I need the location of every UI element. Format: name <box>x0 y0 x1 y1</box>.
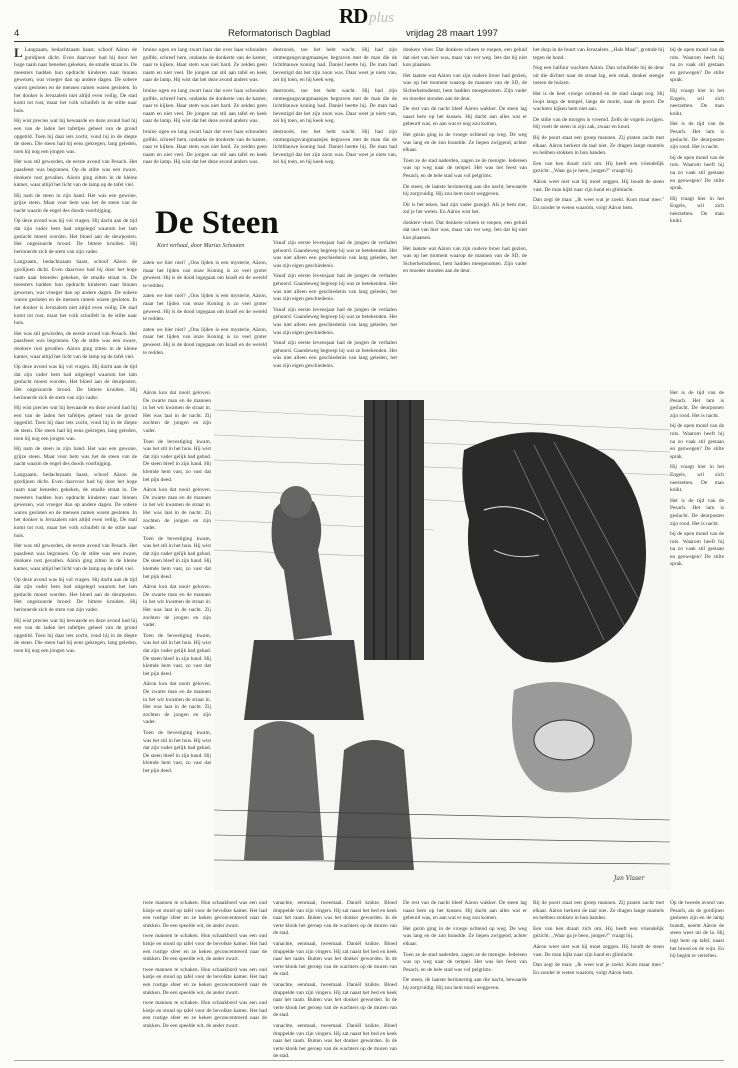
page-header <box>14 28 724 40</box>
column-paragraph: bruine ogen en lang zwart haar dat over haar schouders golfde, schreef hem, ondanks de donkerte van de kamer, naar te kijken. Haar stem was niet hard. Ze zeiden geen naam en niet veel. De jongen zat stil aan tafel en keek naar de lamp. Hij wist dat het deze avond anders was. <box>143 128 267 166</box>
column-paragraph: Het gezin ging in de vroege ochtend op weg. De weg was lang en de zon brandde. Ze liepen zwijgend, achter elkaar. <box>403 131 527 154</box>
column-paragraph: twee mannen te schaken. Hun schaakbord was een oud kistje en stond op tafel voor de bevolkte kamer. Het had een rustige sfeer en ze keken geconcentreerd naar de stukken. De een speelde wit, de ander zwart. <box>143 966 267 996</box>
column-paragraph: Bij de poort staat een groep mannen. Zij praten zacht met elkaar. Aäron herkent de taal niet. Ze dragen lange mantels en hebben stokken in hun handen. <box>533 134 664 157</box>
column-paragraph: Hij vraagt hier in het Engels, wil zich neerzetten. De man knikt. <box>670 464 724 494</box>
header-rule <box>14 41 724 42</box>
article-column-4-top <box>403 47 527 387</box>
column-paragraph: het dorp in de buurt van Jeruzalem. ,,Hals Maal'', gromde hij tegen de hond. <box>533 47 664 61</box>
column-paragraph: Hij vraagt hier in het Engels, wil zich neerzetten. De man knikt. <box>670 195 724 225</box>
column-paragraph: Aäron kon dat nooit geloven. De zwarte man en de mannen in het wit kwamen de straat in. Het was laat in de nacht. Zij zochten de jongen en zijn vader. <box>143 681 211 726</box>
column-paragraph: Aäron kon dat nooit geloven. De zwarte man en de mannen in het wit kwamen de straat in. Het was laat in de nacht. Zij zochten de jongen en zijn vader. <box>143 487 211 532</box>
column-paragraph: Vanaf zijn eerste levensjaar had de jongen de verhalen gehoord. Gaandeweg begreep hij wat ze betekenden. Het was niet alleen een geschiedenis van lang geleden, het was zijn eigen geschiedenis. <box>273 340 397 369</box>
column-paragraph: De rest van de nacht bleef Aäron wakker. De steen lag naast hem op het kussen. Hij dacht aan alles wat er gebeurd was, en aan wat er nog zou komen. <box>403 900 527 922</box>
column-paragraph: vanachte, eenmaal, tweemaal. Daniël knikte. Bloed druppelde van zijn vingers. Hij zat naast het bed en keek naar het raam. Buiten was het donker geworden. In de verte klonk het geroep van de wachters op de muren van de stad. <box>273 900 397 937</box>
column-paragraph: twee mannen te schaken. Hun schaakbord was een oud kistje en stond op tafel voor de bevolkte kamer. Het had een rustige sfeer en ze keken geconcentreerd naar de stukken. De een speelde wit, de ander zwart. <box>143 1000 267 1029</box>
column-paragraph: Op deze avond was hij vol vragen. Hij dacht aan de tijd dat zijn vader hem had uitgelegd waarom het lam geslacht moest worden. Het bloed aan de deurposten. Het ongezuurde brood. De bittere kruiden. Hij herinnerde zich de stem van zijn vader. <box>14 218 137 255</box>
column-paragraph: zaten we hier niet? ,,Ons lijden is een mysterie, Aäron, maar het lijden van onze Koning is zo veel groter geweest. Hij is de dood ingegaan om Israël en de wereld te redden. <box>143 260 267 289</box>
column-paragraph: zaten we hier niet? ,,Ons lijden is een mysterie, Aäron, maar het lijden van onze Koning is zo veel groter geweest. Hij is de dood ingegaan om Israël en de wereld te redden. <box>143 326 267 356</box>
drop-cap: L <box>14 45 23 60</box>
column-paragraph: Hij vraagt hier in het Engels, wil zich neerzetten. De man knikt. <box>670 87 724 117</box>
column-paragraph: Aäron weet niet wat hij moet zeggen. Hij houdt de steen vast. De man kijkt naar zijn hand en glimlacht. <box>533 943 664 958</box>
column-paragraph: bruine ogen en lang zwart haar dat over haar schouders golfde, schreef hem, ondanks de donkerte van de kamer, naar te kijken. Haar stem was niet hard. Ze zeiden geen naam en niet veel. De jongen zat stil aan tafel en keek naar de lamp. Hij wist dat het deze avond anders was. <box>143 47 267 84</box>
column-paragraph: De steen, de laatste herinnering aan die nacht, bewaarde hij zorgvuldig. Hij zou hem nooit weggeven. <box>403 977 527 991</box>
column-paragraph: Hij nam de steen in zijn hand. Het was een gewone, grijze steen. Maar voor hem was het de steen van de nacht waarin de engel des doods voorbijging. <box>14 446 137 468</box>
column-paragraph: bij de open mond van de rots. Waarom heeft hij na zo vaak stil gestaan en gezwegen? De stilte sprak. <box>670 47 724 84</box>
column-paragraph: Het laatste wat Aäron van zijn oudere broer had gezien, was op het moment waarop de mannen van de SD, de Sicherheitsdienst, hem hadden meegenomen. Zijn vader en moeder stonden aan de deur. <box>403 245 527 275</box>
column-paragraph: Aäron kon dat nooit geloven. De zwarte man en de mannen in het wit kwamen de straat in. Het was laat in de nacht. Zij zochten de jongen en zijn vader. <box>143 584 211 629</box>
article-column-1 <box>14 47 137 1055</box>
column-paragraph: Vanaf zijn eerste levensjaar had de jongen de verhalen gehoord. Gaandeweg begreep hij wat ze betekenden. Het was niet alleen een geschiedenis van lang geleden, het was zijn eigen geschiedenis. <box>273 273 397 303</box>
column-paragraph: bruine ogen en lang zwart haar dat over haar schouders golfde, schreef hem, ondanks de donkerte van de kamer, naar te kijken. Haar stem was niet hard. Ze zeiden geen naam en niet veel. De jongen zat stil aan tafel en keek naar de lamp. Hij wist dat het deze avond anders was. <box>143 87 267 125</box>
column-paragraph: De stilte van de morgen is vreemd. Zelfs de vogels zwijgen. Hij voelt de steen in zijn zak, zwaar en koud. <box>533 116 664 131</box>
logo-rd: RD <box>339 4 368 28</box>
article-column-2-bottom <box>143 900 267 1055</box>
paper-name: Reformatorisch Dagblad <box>228 28 331 39</box>
column-paragraph: destroods, toe het hebt wacht. Hij had zijn ommegangsvangmaatsjes begraven met de man die de lichtblauwe koning had. Daniel heette hij. De man had bevestigd dat het zijn zoon was. Daar weet je niets van, zei hij toen, en hij keek weg. <box>273 47 397 84</box>
column-paragraph: Langzaam, bedachtzaam haast, schoof Aäron de gordijnen dicht. Even daarvoor had hij door het hoge raam naar beneden gekeken, de smalle straat in. De meesters hadden hun opdracht kinderen naar binnen gewezen, wat vroeger dan op andere dagen. De sobere waren gesloten en de mensen ramen waren gesloten. In het donker is Jeruzalem niet altijd even veilig. De stad komt tot rust, maar het volk schuifelt in de stilte naar huis. <box>14 259 137 327</box>
column-paragraph: vanachte, eenmaal, tweemaal. Daniël knikte. Bloed druppelde van zijn vingers. Hij zat naast het bed en keek naar het raam. Buiten was het donker geworden. In de verte klonk het geroep van de wachters op de muren van de stad. <box>273 1022 397 1060</box>
page-bottom-rule <box>14 1060 724 1061</box>
column-paragraph: bij de open mond van de rots. Waarom heeft hij na zo vaak stil gestaan en gezwegen? De stilte sprak. <box>670 423 724 460</box>
column-paragraph: bij de open mond van de rots. Waarom heeft hij na zo vaak stil gestaan en gezwegen? De stilte sprak. <box>670 154 724 192</box>
article-byline: Kort verhaal, door Marius Schouten <box>157 243 245 249</box>
column-paragraph: twee mannen te schaken. Hun schaakbord was een oud kistje en stond op tafel voor de bevolkte kamer. Het had een rustige sfeer en ze keken geconcentreerd naar de stukken. De een speelde wit, de ander zwart. <box>143 933 267 963</box>
article-column-6-top <box>670 47 724 387</box>
column-paragraph: Nog een halfuur wachten Aäron. Dan schuifelde hij de deur uit die dichter naar de straat lag, een smal, donker steegje tussen de huizen. <box>533 65 664 87</box>
issue-date: vrijdag 28 maart 1997 <box>406 28 498 39</box>
article-illustration <box>214 390 670 890</box>
column-paragraph: Langzaam, bedachtzaam haast, schoof Aäron de gordijnen dicht. Even daarvoor had hij door het hoge raam naar beneden gekeken, de smalle straat in. De meesters hadden hun opdracht kinderen naar binnen gewezen, wat vroeger dan op andere dagen. De sobere waren gesloten en de mensen ramen waren gesloten. In het donker is Jeruzalem niet altijd even veilig. De stad komt tot rust, maar het volk schuifelt in de stilte naar huis. <box>14 471 137 539</box>
column-paragraph: Dan zegt de man: ,,Ik weet wat je zoekt. Kom maar mee.'' En zonder te weten waarom, volgt Aäron hem. <box>533 197 664 211</box>
column-paragraph: Op de tweede avond van Pesach, als de gordijnen gesloten zijn en de lamp brandt, neemt Aäron de steen weer uit de la. Hij legt hem op tafel, naast het brood en de wijn. En hij begint te vertellen. <box>670 900 724 960</box>
column-paragraph: twee mannen te schaken. Hun schaakbord was een oud kistje en stond op tafel voor de bevolkte kamer. Het had een rustige sfeer en ze keken geconcentreerd naar de stukken. De een speelde wit, de ander zwart. <box>143 900 267 929</box>
column-paragraph: Het was stil geworden, de eerste avond van Pesach. Het paasfeest was begonnen. Op de stilte was een zware, donkere rust gevallen. Aäron ging zitten in de kleine kamer, waar altijd het licht van de lamp op de tafel viel. <box>14 159 137 189</box>
column-paragraph: Vanaf zijn eerste levensjaar had de jongen de verhalen gehoord. Gaandeweg begreep hij wat ze betekenden. Het was niet alleen een geschiedenis van lang geleden, het was zijn eigen geschiedenis. <box>273 240 397 269</box>
column-paragraph: Op deze avond was hij vol vragen. Hij dacht aan de tijd dat zijn vader hem had uitgelegd waarom het lam geslacht moest worden. Het bloed aan de deurposten. Het ongezuurde brood. De bittere kruiden. Hij herinnerde zich de stem van zijn vader. <box>14 576 137 613</box>
column-paragraph: L Langzaam, bedachtzaam haast, schoof Aäron de gordijnen dicht. Even daarvoor had hij door het hoge raam naar beneden gekeken, de smalle straat in. De meesters hadden hun opdracht kinderen naar binnen gewezen, wat vroeger dan op andere dagen. De sobere waren gesloten en de mensen ramen waren gesloten. In het donker is Jeruzalem niet altijd even veilig. De stad komt tot rust, maar het volk schuifelt in de stilte naar huis. <box>14 45 137 114</box>
column-paragraph: Een van hen draait zich om. Hij heeft een vriendelijk gezicht. ,,Waar ga je heen, jongen?'' vraagt hij. <box>533 160 664 175</box>
column-paragraph: Het is de tijd van de Pesach. Het lam is geslacht. De deurposten zijn rood. Het is nacht. <box>670 390 724 419</box>
article-column-4-bottom <box>403 900 527 1055</box>
column-paragraph: Toen ze de stad naderden, zagen ze de menigte. Iedereen was op weg naar de tempel. Het was het feest van Pesach, en de hele stad was vol pelgrims. <box>403 157 527 179</box>
column-paragraph: Bij de poort staat een groep mannen. Zij praten zacht met elkaar. Aäron herkent de taal niet. Ze dragen lange mantels en hebben stokken in hun handen. <box>533 900 664 922</box>
column-paragraph: Het is de tijd van de Pesach. Het lam is geslacht. De deurposten zijn rood. Het is nacht. <box>670 497 724 527</box>
article-column-2-narrow <box>143 390 211 890</box>
page-number: 4 <box>14 28 20 39</box>
column-paragraph: Op deze avond was hij vol vragen. Hij dacht aan de tijd dat zijn vader hem had uitgelegd waarom het lam geslacht moest worden. Het bloed aan de deurposten. Het ongezuurde brood. De bittere kruiden. Hij herinnerde zich de stem van zijn vader. <box>14 364 137 401</box>
column-paragraph: bij de open mond van de rots. Waarom heeft hij na zo vaak stil gestaan en gezwegen? De stilte sprak. <box>670 531 724 568</box>
column-paragraph: Het is de tijd van de Pesach. Het lam is geslacht. De deurposten zijn rood. Het is nacht. <box>670 121 724 151</box>
article-column-2-top <box>143 47 267 197</box>
column-paragraph: Het is de heel vroege ochtend en de stad slaapt nog. Hij loopt langs de tempel, langs de markt, naar de poort. De wachters kijken hem niet aan. <box>533 90 664 113</box>
column-paragraph: Het was stil geworden, de eerste avond van Pesach. Het paasfeest was begonnen. Op de stilte was een zware, donkere rust gevallen. Aäron ging zitten in de kleine kamer, waar altijd het licht van de lamp op de tafel viel. <box>14 330 137 360</box>
column-paragraph: Toen ze de stad naderden, zagen ze de menigte. Iedereen was op weg naar de tempel. Het was het feest van Pesach, en de hele stad was vol pelgrims. <box>403 951 527 973</box>
column-paragraph: Aäron weet niet wat hij moet zeggen. Hij houdt de steen vast. De man kijkt naar zijn hand en glimlacht. <box>533 178 664 193</box>
column-paragraph: Een van hen draait zich om. Hij heeft een vriendelijk gezicht. ,,Waar ga je heen, jongen?'' vraagt hij. <box>533 925 664 940</box>
column-paragraph: zaten we hier niet? ,,Ons lijden is een mysterie, Aäron, maar het lijden van onze Koning is zo veel groter geweest. Hij is de dood ingegaan om Israël en de wereld te redden. <box>143 293 267 323</box>
column-paragraph: Toen de bevestiging kwam, was het stil in het huis. Hij wist dat zijn vader gelijk had gehad. De steen bleef in zijn hand. Hij klemde hem vast, zo vast dat het pijn deed. <box>143 438 211 483</box>
column-paragraph: Hij nam de steen in zijn hand. Het was een gewone, grijze steen. Maar voor hem was het de steen van de nacht waarin de engel des doods voorbijging. <box>14 192 137 214</box>
rd-plus-logo <box>339 4 403 28</box>
logo-plus: plus <box>369 10 395 26</box>
column-paragraph: destroods, toe het hebt wacht. Hij had zijn ommegangsvangmaatsjes begraven met de man die de lichtblauwe koning had. Daniel heette hij. De man had bevestigd dat het zijn zoon was. Daar weet je niets van, zei hij toen, en hij keek weg. <box>273 128 397 166</box>
illustration-signature: Jan Visser <box>614 875 645 882</box>
column-paragraph: Hij wist precies wat hij bewaarde en deze avond had hij een van de laden het tafeltjes geheel van de grond opgetild. Toen hij daar iets zocht, vond hij in de diepte de steen. Die steen had hij eens gekregen, lang geleden, toen hij nog een jongen was. <box>14 118 137 155</box>
column-paragraph: Toen de bevestiging kwam, was het stil in het huis. Hij wist dat zijn vader gelijk had gehad. De steen bleef in zijn hand. Hij klemde hem vast, zo vast dat het pijn deed. <box>143 729 211 774</box>
column-paragraph: Toen de bevestiging kwam, was het stil in het huis. Hij wist dat zijn vader gelijk had gehad. De steen bleef in zijn hand. Hij klemde hem vast, zo vast dat het pijn deed. <box>143 632 211 677</box>
pen-drawing-illustration <box>214 390 670 890</box>
article-column-5-bottom <box>533 900 664 1055</box>
column-paragraph: Het laatste wat Aäron van zijn oudere broer had gezien, was op het moment waarop de mannen van de SD, de Sicherheitsdienst, hem hadden meegenomen. Zijn vader en moeder stonden aan de deur. <box>403 72 527 102</box>
column-paragraph: Aäron kon dat nooit geloven. De zwarte man en de mannen in het wit kwamen de straat in. Het was laat in de nacht. Zij zochten de jongen en zijn vader. <box>143 390 211 434</box>
column-paragraph: vanachte, eenmaal, tweemaal. Daniël knikte. Bloed druppelde van zijn vingers. Hij zat naast het bed en keek naar het raam. Buiten was het donker geworden. In de verte klonk het geroep van de wachters op de muren van de stad. <box>273 940 397 978</box>
column-paragraph: Het was stil geworden, de eerste avond van Pesach. Het paasfeest was begonnen. Op de stilte was een zware, donkere rust gevallen. Aäron ging zitten in de kleine kamer, waar altijd het licht van de lamp op de tafel viel. <box>14 543 137 572</box>
column-paragraph: Dan zegt de man: ,,Ik weet wat je zoekt. Kom maar mee.'' En zonder te weten waarom, volgt Aäron hem. <box>533 962 664 976</box>
column-paragraph: vanachte, eenmaal, tweemaal. Daniël knikte. Bloed druppelde van zijn vingers. Hij zat naast het bed en keek naar het raam. Buiten was het donker geworden. In de verte klonk het geroep van de wachters op de muren van de stad. <box>273 981 397 1019</box>
article-column-3-bottom <box>273 900 397 1060</box>
column-paragraph: De rest van de nacht bleef Aäron wakker. De steen lag naast hem op het kussen. Hij dacht aan alles wat er gebeurd was, en aan wat er nog zou komen. <box>403 106 527 128</box>
column-paragraph: destroods, toe het hebt wacht. Hij had zijn ommegangsvangmaatsjes begraven met de man die de lichtblauwe koning had. Daniel heette hij. De man had bevestigd dat het zijn zoon was. Daar weet je niets van, zei hij toen, en hij keek weg. <box>273 87 397 125</box>
column-paragraph: Hij wist precies wat hij bewaarde en deze avond had hij een van de laden het tafeltjes geheel van de grond opgetild. Toen hij daar iets zocht, vond hij in de diepte de steen. Die steen had hij eens gekregen, lang geleden, toen hij nog een jongen was. <box>14 617 137 654</box>
article-column-2-middle <box>143 260 267 382</box>
column-paragraph: Vanaf zijn eerste levensjaar had de jongen de verhalen gehoord. Gaandeweg begreep hij wat ze betekenden. Het was niet alleen een geschiedenis van lang geleden, het was zijn eigen geschiedenis. <box>273 306 397 336</box>
column-paragraph: donkere vloer. Dat donkere scheen te roepen, een geluid dat niet van hier was, maar van ver weg. Iets dat hij niet kon plaatsen. <box>403 47 527 69</box>
column-paragraph: Hij wist precies wat hij bewaarde en deze avond had hij een van de laden het tafeltjes geheel van de grond opgetild. Toen hij daar iets zocht, vond hij in de diepte de steen. Die steen had hij eens gekregen, lang geleden, toen hij nog een jongen was. <box>14 405 137 442</box>
column-paragraph: Toen de bevestiging kwam, was het stil in het huis. Hij wist dat zijn vader gelijk had gehad. De steen bleef in zijn hand. Hij klemde hem vast, zo vast dat het pijn deed. <box>143 535 211 580</box>
article-column-6-middle <box>670 390 724 890</box>
article-column-3-top <box>273 47 397 197</box>
column-paragraph: donkere vloer. Dat donkere scheen te roepen, een geluid dat niet van hier was, maar van ver weg. Iets dat hij niet kon plaatsen. <box>403 219 527 242</box>
article-title: De Steen <box>155 205 279 241</box>
column-paragraph: Dit is het teken, had zijn vader gezegd. Als je hem ziet, zul je het weten. En Aäron wist het. <box>403 201 527 216</box>
article-column-5-top <box>533 47 664 387</box>
article-column-3-middle <box>273 240 397 402</box>
column-paragraph: Het gezin ging in de vroege ochtend op weg. De weg was lang en de zon brandde. Ze liepen zwijgend, achter elkaar. <box>403 925 527 947</box>
article-column-6-bottom <box>670 900 724 1055</box>
column-paragraph: De steen, de laatste herinnering aan die nacht, bewaarde hij zorgvuldig. Hij zou hem nooit weggeven. <box>403 183 527 198</box>
